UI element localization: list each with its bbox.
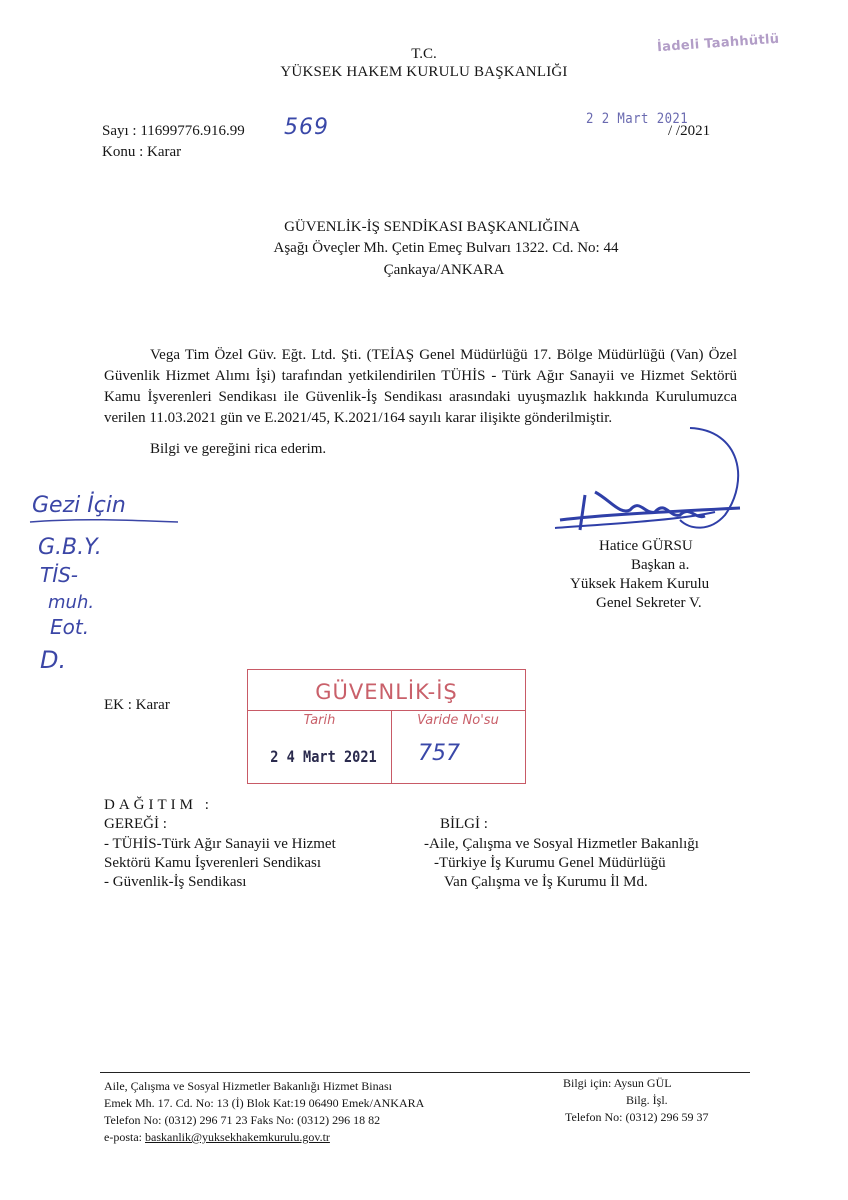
distribution-action-item: Sektörü Kamu İşverenleri Sendikası <box>104 855 322 871</box>
addressee-city: Çankaya/ANKARA <box>383 262 505 278</box>
registered-mail-stamp: İadeli Taahhütlü <box>656 31 780 56</box>
konu-value: Karar <box>147 144 182 160</box>
footer-phone-line: Telefon No: (0312) 296 71 23 Faks No: (0312) 296 18 82 <box>104 1113 381 1127</box>
signature-scribble <box>540 420 770 540</box>
footer-address-line: Emek Mh. 17. Cd. No: 13 (İ) Blok Kat:19 06490 Emek/ANKARA <box>104 1096 425 1110</box>
footer-email-link[interactable]: baskanlik@yuksekhakemkurulu.gov.tr <box>145 1130 330 1144</box>
footer-email-label: e-posta: <box>104 1130 145 1144</box>
date-printed: / /2021 <box>668 123 711 139</box>
hand-note-line-6: D. <box>40 646 67 674</box>
sayi-label: Sayı : <box>102 123 141 139</box>
receipt-stamp-title: GÜVENLİK-İŞ <box>315 680 458 704</box>
distribution-info-item: -Türkiye İş Kurumu Genel Müdürlüğü <box>434 855 666 871</box>
footer-address-line: Aile, Çalışma ve Sosyal Hizmetler Bakanlığı Hizmet Binası <box>104 1079 392 1093</box>
body-closing: Bilgi ve gereğini rica ederim. <box>150 441 327 457</box>
date-stamp: 2 2 Mart 2021 <box>586 111 689 127</box>
distribution-info-item: Van Çalışma ve İş Kurumu İl Md. <box>444 874 648 890</box>
sayi-line <box>102 123 245 140</box>
signatory-title-3: Genel Sekreter V. <box>596 595 702 611</box>
signatory-title-1: Başkan a. <box>631 557 690 573</box>
sayi-handwritten-number: 569 <box>284 115 329 140</box>
receipt-stamp-divider <box>248 710 525 711</box>
footer-divider <box>100 1072 750 1073</box>
signatory-title-2: Yüksek Hakem Kurulu <box>570 576 710 592</box>
footer-contact-phone: Telefon No: (0312) 296 59 37 <box>565 1110 709 1124</box>
hand-note-line-5: Eot. <box>50 615 90 639</box>
distribution-title: DAĞITIM : <box>104 797 213 813</box>
distribution-action-item: - Güvenlik-İş Sendikası <box>104 874 247 890</box>
header-institution: YÜKSEK HAKEM KURULU BAŞKANLIĞI <box>280 64 568 80</box>
receipt-stamp <box>247 669 526 784</box>
distribution-info-label: BİLGİ : <box>440 816 488 832</box>
receipt-stamp-date-label: Tarih <box>303 713 336 728</box>
receipt-stamp-number-label: Varide No'su <box>417 713 499 728</box>
sayi-value: 11699776.916.99 <box>140 123 245 139</box>
attachment-line <box>104 697 170 714</box>
distribution-action-item: - TÜHİS-Türk Ağır Sanayii ve Hizmet <box>104 836 336 852</box>
distribution-action-label: GEREĞİ : <box>104 816 167 832</box>
footer-email-line <box>104 1130 330 1145</box>
konu-label: Konu : <box>102 144 147 160</box>
addressee-address: Aşağı Öveçler Mh. Çetin Emeç Bulvarı 1322. Cd. No: 44 <box>273 240 619 256</box>
receipt-stamp-date: 2 4 Mart 2021 <box>270 747 377 766</box>
addressee-name: GÜVENLİK-İŞ SENDİKASI BAŞKANLIĞINA <box>284 219 580 235</box>
header-tc: T.C. <box>411 46 437 62</box>
attachment-value: Karar <box>135 697 170 713</box>
hand-note-line-3: TİS- <box>40 563 79 587</box>
konu-line <box>102 144 181 161</box>
hand-note-line-4: muh. <box>48 592 95 613</box>
signatory-name: Hatice GÜRSU <box>599 538 693 554</box>
distribution-info-item: -Aile, Çalışma ve Sosyal Hizmetler Bakanlığı <box>424 836 699 852</box>
hand-note-line-2: G.B.Y. <box>38 535 102 560</box>
hand-note-line-1: Gezi İçin <box>32 493 126 518</box>
footer-contact-role: Bilg. İşl. <box>626 1093 668 1107</box>
receipt-stamp-number: 757 <box>418 741 460 766</box>
body-paragraph: Vega Tim Özel Güv. Eğt. Ltd. Şti. (TEİAŞ Genel Müdürlüğü 17. Bölge Müdürlüğü (Van) Özel Güvenlik Hizmet Alımı İşi) tarafından yetkilendirilen TÜHİS - Türk Ağır Sanayii ve Hizmet Sektörü Kamu İşverenleri Sendikası ile Güvenlik-İş Sendikası arasındaki uyuşmazlık hakkında Kurulumuzca verilen 11.03.2021 gün ve E.2021/45, K.2021/164 sayılı karar ilişikte gönderilmiştir. <box>104 347 737 426</box>
attachment-label: EK : <box>104 697 136 713</box>
handwritten-margin-note <box>28 482 188 682</box>
footer-contact-name: Bilgi için: Aysun GÜL <box>563 1076 672 1090</box>
